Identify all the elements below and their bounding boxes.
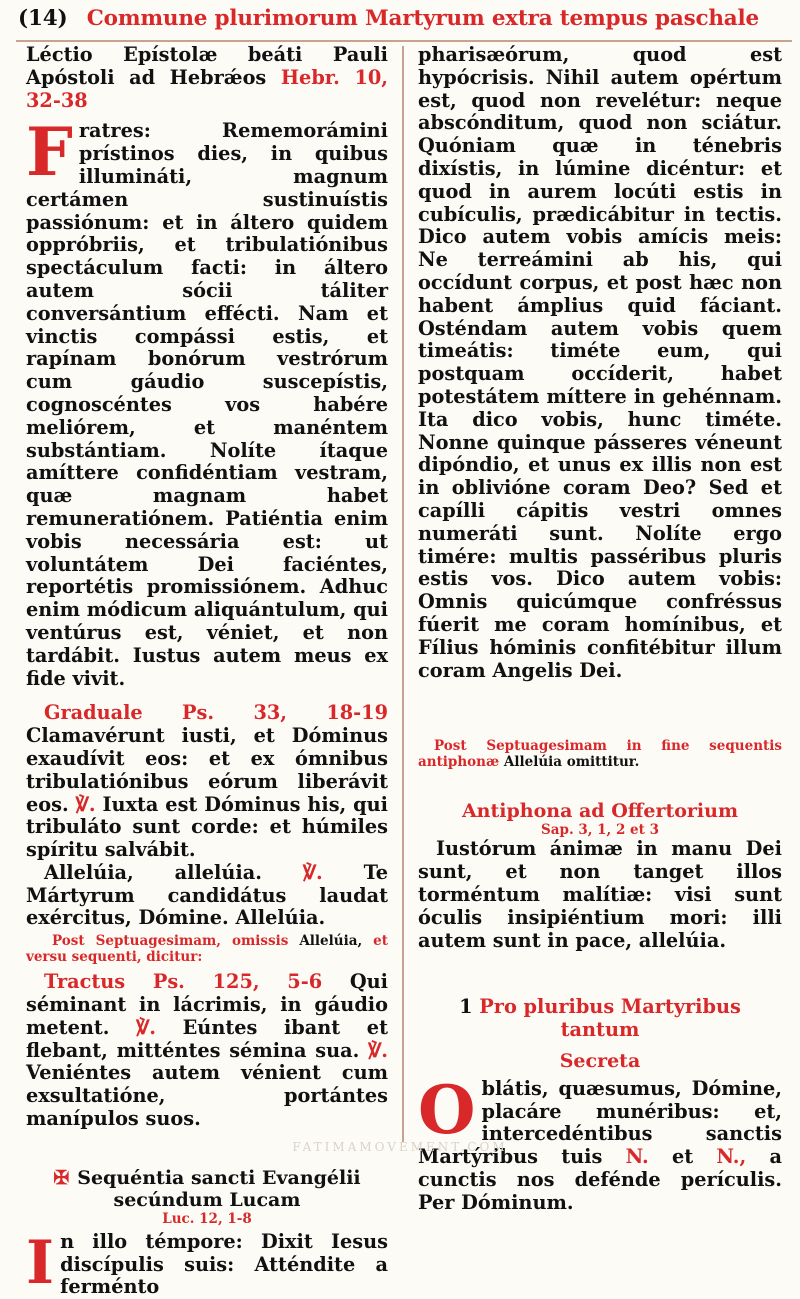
versicle-icon: ℣. [75, 792, 96, 816]
epistle-drop-cap: F [26, 113, 73, 192]
gospel-heading-line1 [26, 1167, 388, 1189]
epistle-reference: Hebr. 10, 32-38 [26, 65, 388, 112]
offertory-reference: Sap. 3, 1, 2 et 3 [541, 822, 659, 839]
rubric-alleluia [418, 738, 782, 770]
secret-and: et [671, 1145, 694, 1169]
tract-verse-1: Eúntes ibant et flebant, mitténtes sémina sua. [26, 1015, 388, 1062]
gospel-reference: Luc. 12, 1-8 [162, 1210, 252, 1227]
gospel-heading [26, 1167, 388, 1227]
rubric-text: Post Septuagesimam in fine sequentis antiphonæ [418, 738, 782, 771]
rubric-black-text: Allelúia [503, 754, 563, 771]
secret-title: Secreta [559, 1049, 641, 1072]
gradual-text: Clamavérunt iusti, et Dóminus exaudívit eos: et ex ómnibus tribulatiónibus eórum liberávit eos. [26, 724, 388, 816]
rubric-black-text: Allelúia, [299, 933, 363, 950]
rubric-septuagesima [26, 933, 388, 965]
secret-text: blátis, quæsumus, Dómine, placáre munéribus: et, intercedéntibus sanctis Martýribus tuis [418, 1076, 782, 1169]
right-column [418, 44, 782, 1215]
offertory-title: Antiphona ad Offertorium [461, 800, 739, 823]
alleluia-verse: Te Mártyrum candidátus laudat exércitus, Dómine. Allelúia. [26, 860, 389, 930]
epistle-text: ratres: Rememorámini prístinos dies, in quibus illumináti, magnum certámen sustinuístis passiónum: et in áltero quidem oppróbriis, et tribulatiónibus spectáculum facti: in áltero autem sócii táliter conversántium effécti. Nam et vinctis compássi estis, et rapínam bonórum vestrórum cum gáudio suscepístis, cognoscéntes vos habére meliórem, et manéntem substántiam. Nolíte ítaque amíttere confidéntiam vestram, quæ magnam habet remuneratiónem. Patiéntia enim vobis necessária est: ut voluntátem Dei faciéntes, reportétis promissiónem. Adhuc enim módicum aliquántulum, qui ventúrus est, véniet, et non tardábit. Iustus autem meus ex fide vivit. [26, 119, 388, 690]
section-number: 1 [459, 995, 473, 1019]
gospel-drop-cap: I [26, 1227, 55, 1298]
cross-icon: ✠ [53, 1166, 70, 1189]
rubric-text: Post Septuagesimam, omissis [52, 933, 289, 950]
tract-text: Qui séminant in lácrimis, in gáudio metent. [26, 970, 388, 1039]
alleluia [26, 862, 388, 930]
alleluia-text: Allelúia, allelúia. [44, 860, 262, 884]
offertory-text: Iustórum ánimæ in manu Dei sunt, et non tanget illos torméntum malítiæ: visi sunt óculis insipiéntium mori: illi autem sunt in pace, allelúia. [418, 837, 782, 952]
tract-label: Tractus Ps. 125, 5-6 [44, 970, 323, 994]
gospel-text-left: n illo témpore: Dixit Iesus discípulis suis: Atténdite a ferménto [60, 1229, 388, 1299]
column-divider [402, 46, 404, 1142]
page-number: (14) [18, 6, 68, 31]
tract-verse-2: Veniéntes autem vénient cum exsultatióne, portántes manípulos suos. [26, 1061, 388, 1131]
section-heading [418, 996, 782, 1042]
name-placeholder: N. [625, 1145, 649, 1169]
gospel-body-continued: pharisæórum, quod est hypócrisis. Nihil autem opértum est, quod non revelétur: neque abscónditum, quod non sciátur. Quóniam quæ in ténebris dixístis, in lúmine dicéntur: et quod in aurem locúti estis in cubículis, prædicábitur in tectis. Dico autem vobis amícis meis: Ne terreámini ab his, qui occídunt corpus, et post hæc non habent ámplius quid fáciant. Osténdam autem vobis quem timeátis: timéte eum, qui postquam occíderit, habet potestátem míttere in gehénnam. Ita dico vobis, hunc timéte. Nonne quinque pásseres véneunt dipóndio, et unus ex illis non est in oblivióne coram Deo? Sed et capílli cápitis vestri omnes numeráti sunt. Nolíte ergo timére: multis passéribus pluris estis vos. Dico autem vobis: Omnis quicúmque confréssus fúerit me coram homínibus, et Fílius hóminis confitébitur illum coram Angelis Dei. [418, 43, 782, 682]
gospel-heading-line2: secúndum Lucam [113, 1188, 301, 1211]
gospel-heading-text: Sequéntia sancti Evangélii [77, 1166, 361, 1189]
gradual-verse: Iuxta est Dóminus his, qui tribuláto sunt corde: et húmiles spíritu salvábit. [26, 792, 389, 862]
epistle-body [26, 113, 388, 690]
rubric-black-text: omittitur. [566, 754, 640, 771]
versicle-icon: ℣. [302, 860, 323, 884]
watermark: FATIMAMOVEMENT.COM [292, 1140, 508, 1154]
secret-text-end: a cunctis nos defénde perículis. Per Dóminum. [418, 1145, 782, 1214]
gradual-label: Graduale Ps. 33, 18-19 [44, 701, 388, 725]
gospel-body-start [26, 1227, 388, 1299]
rubric-text: et versu sequenti, dicitur: [26, 933, 388, 966]
epistle-heading [26, 44, 388, 112]
secret-drop-cap: O [418, 1070, 476, 1149]
gradual [26, 702, 388, 862]
header-divider [16, 40, 792, 42]
tract [26, 971, 388, 1131]
name-placeholder: N., [716, 1145, 747, 1169]
epistle-heading-text: Léctio Epístolæ beáti Pauli Apóstoli ad Hebrǽos [26, 43, 388, 89]
versicle-icon: ℣. [136, 1015, 156, 1039]
section-title: Pro pluribus Martyribus tantum [479, 995, 741, 1042]
left-column [26, 44, 388, 1299]
page-title: Commune plurimorum Martyrum extra tempus paschale [86, 6, 759, 31]
versicle-icon: ℣. [368, 1038, 388, 1062]
offertory-heading [418, 800, 782, 838]
page-header [18, 6, 788, 31]
